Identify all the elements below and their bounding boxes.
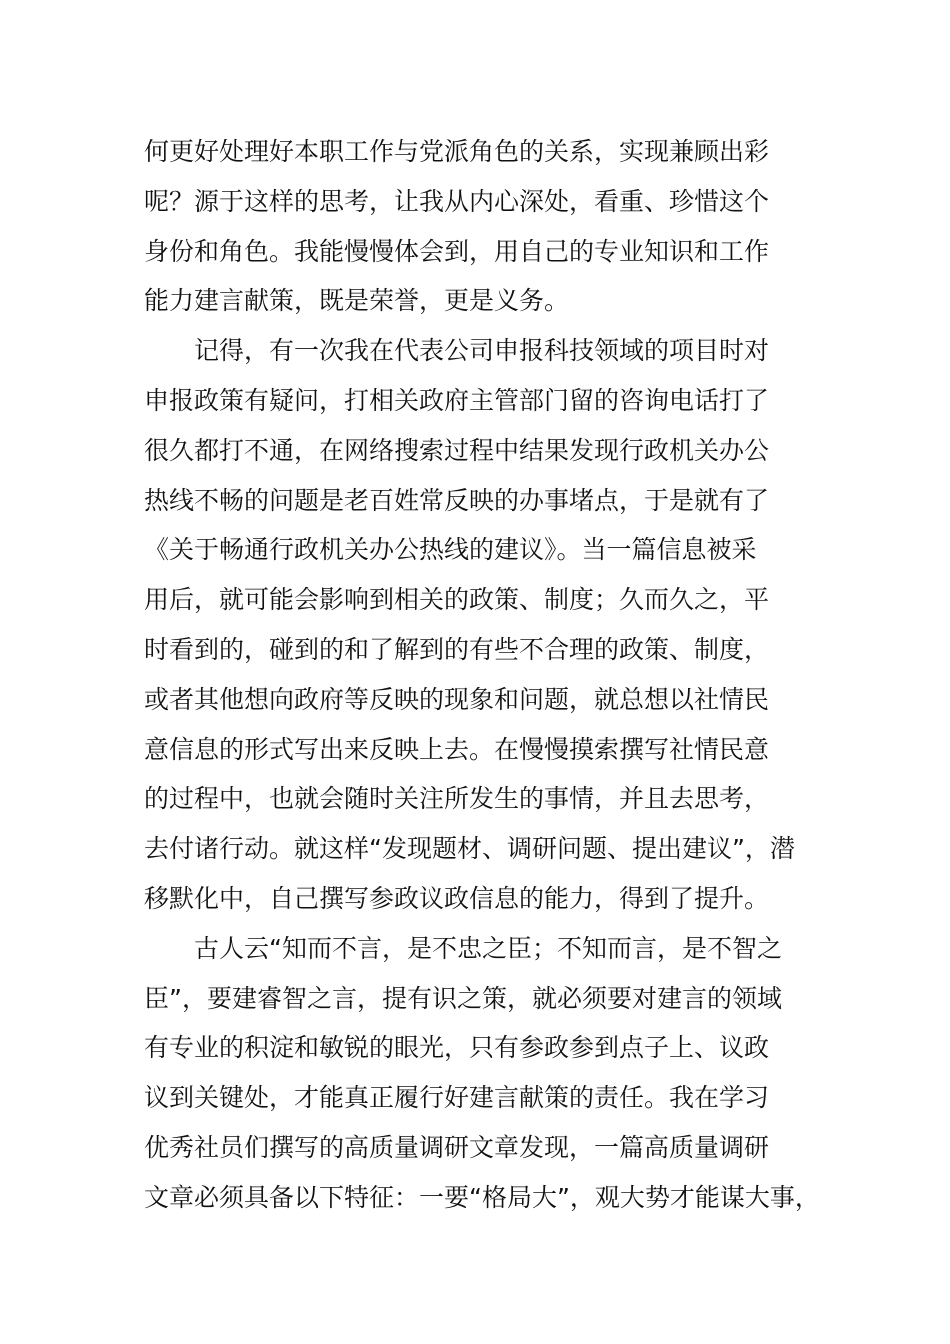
- text-line: 记得，有一次我在代表公司申报科技领域的项目时对: [194, 336, 770, 366]
- text-line: 呢？源于这样的思考，让我从内心深处，看重、珍惜这个: [144, 186, 770, 216]
- paragraph-3: [144, 924, 824, 1223]
- text-line: 用后，就可能会影响到相关的政策、制度；久而久之，平: [144, 585, 770, 615]
- text-line: 古人云“知而不言，是不忠之臣；不知而言，是不智之: [194, 933, 782, 963]
- text-line: 优秀社员们撰写的高质量调研文章发现，一篇高质量调研: [144, 1132, 770, 1162]
- text-line: 意信息的形式写出来反映上去。在慢慢摸索撰写社情民意: [144, 734, 770, 764]
- text-line: 移默化中，自己撰写参政议政信息的能力，得到了提升。: [144, 883, 770, 913]
- text-line: 何更好处理好本职工作与党派角色的关系，实现兼顾出彩: [144, 137, 770, 166]
- text-line: 很久都打不通，在网络搜索过程中结果发现行政机关办公: [144, 435, 770, 465]
- text-line: 热线不畅的问题是老百姓常反映的办事堵点，于是就有了: [144, 485, 770, 515]
- text-line: 有专业的积淀和敏锐的眼光，只有参政参到点子上、议政: [144, 1033, 770, 1063]
- text-line: 的过程中，也就会随时关注所发生的事情，并且去思考，: [144, 784, 770, 814]
- text-line: 议到关键处，才能真正履行好建言献策的责任。我在学习: [144, 1083, 770, 1113]
- text-line: 臣”，要建睿智之言，提有识之策，就必须要对建言的领域: [144, 983, 782, 1013]
- text-line: 《关于畅通行政机关办公热线的建议》。当一篇信息被采: [144, 535, 757, 565]
- text-line: 文章必须具备以下特征：一要“格局大”，观大势才能谋大事，: [144, 1182, 820, 1212]
- paragraph-1: [144, 127, 824, 326]
- text-line: 能力建言献策，既是荣誉，更是义务。: [144, 286, 570, 316]
- body-text: [144, 127, 824, 1223]
- text-line: 或者其他想向政府等反映的现象和问题，就总想以社情民: [144, 684, 770, 714]
- text-line: 时看到的，碰到的和了解到的有些不合理的政策、制度，: [144, 634, 770, 664]
- text-line: 申报政策有疑问，打相关政府主管部门留的咨询电话打了: [144, 385, 770, 415]
- text-line: 身份和角色。我能慢慢体会到，用自己的专业知识和工作: [144, 236, 770, 266]
- paragraph-2: [144, 326, 824, 924]
- text-line: 去付诸行动。就这样“发现题材、调研问题、提出建议”，潜: [144, 834, 795, 864]
